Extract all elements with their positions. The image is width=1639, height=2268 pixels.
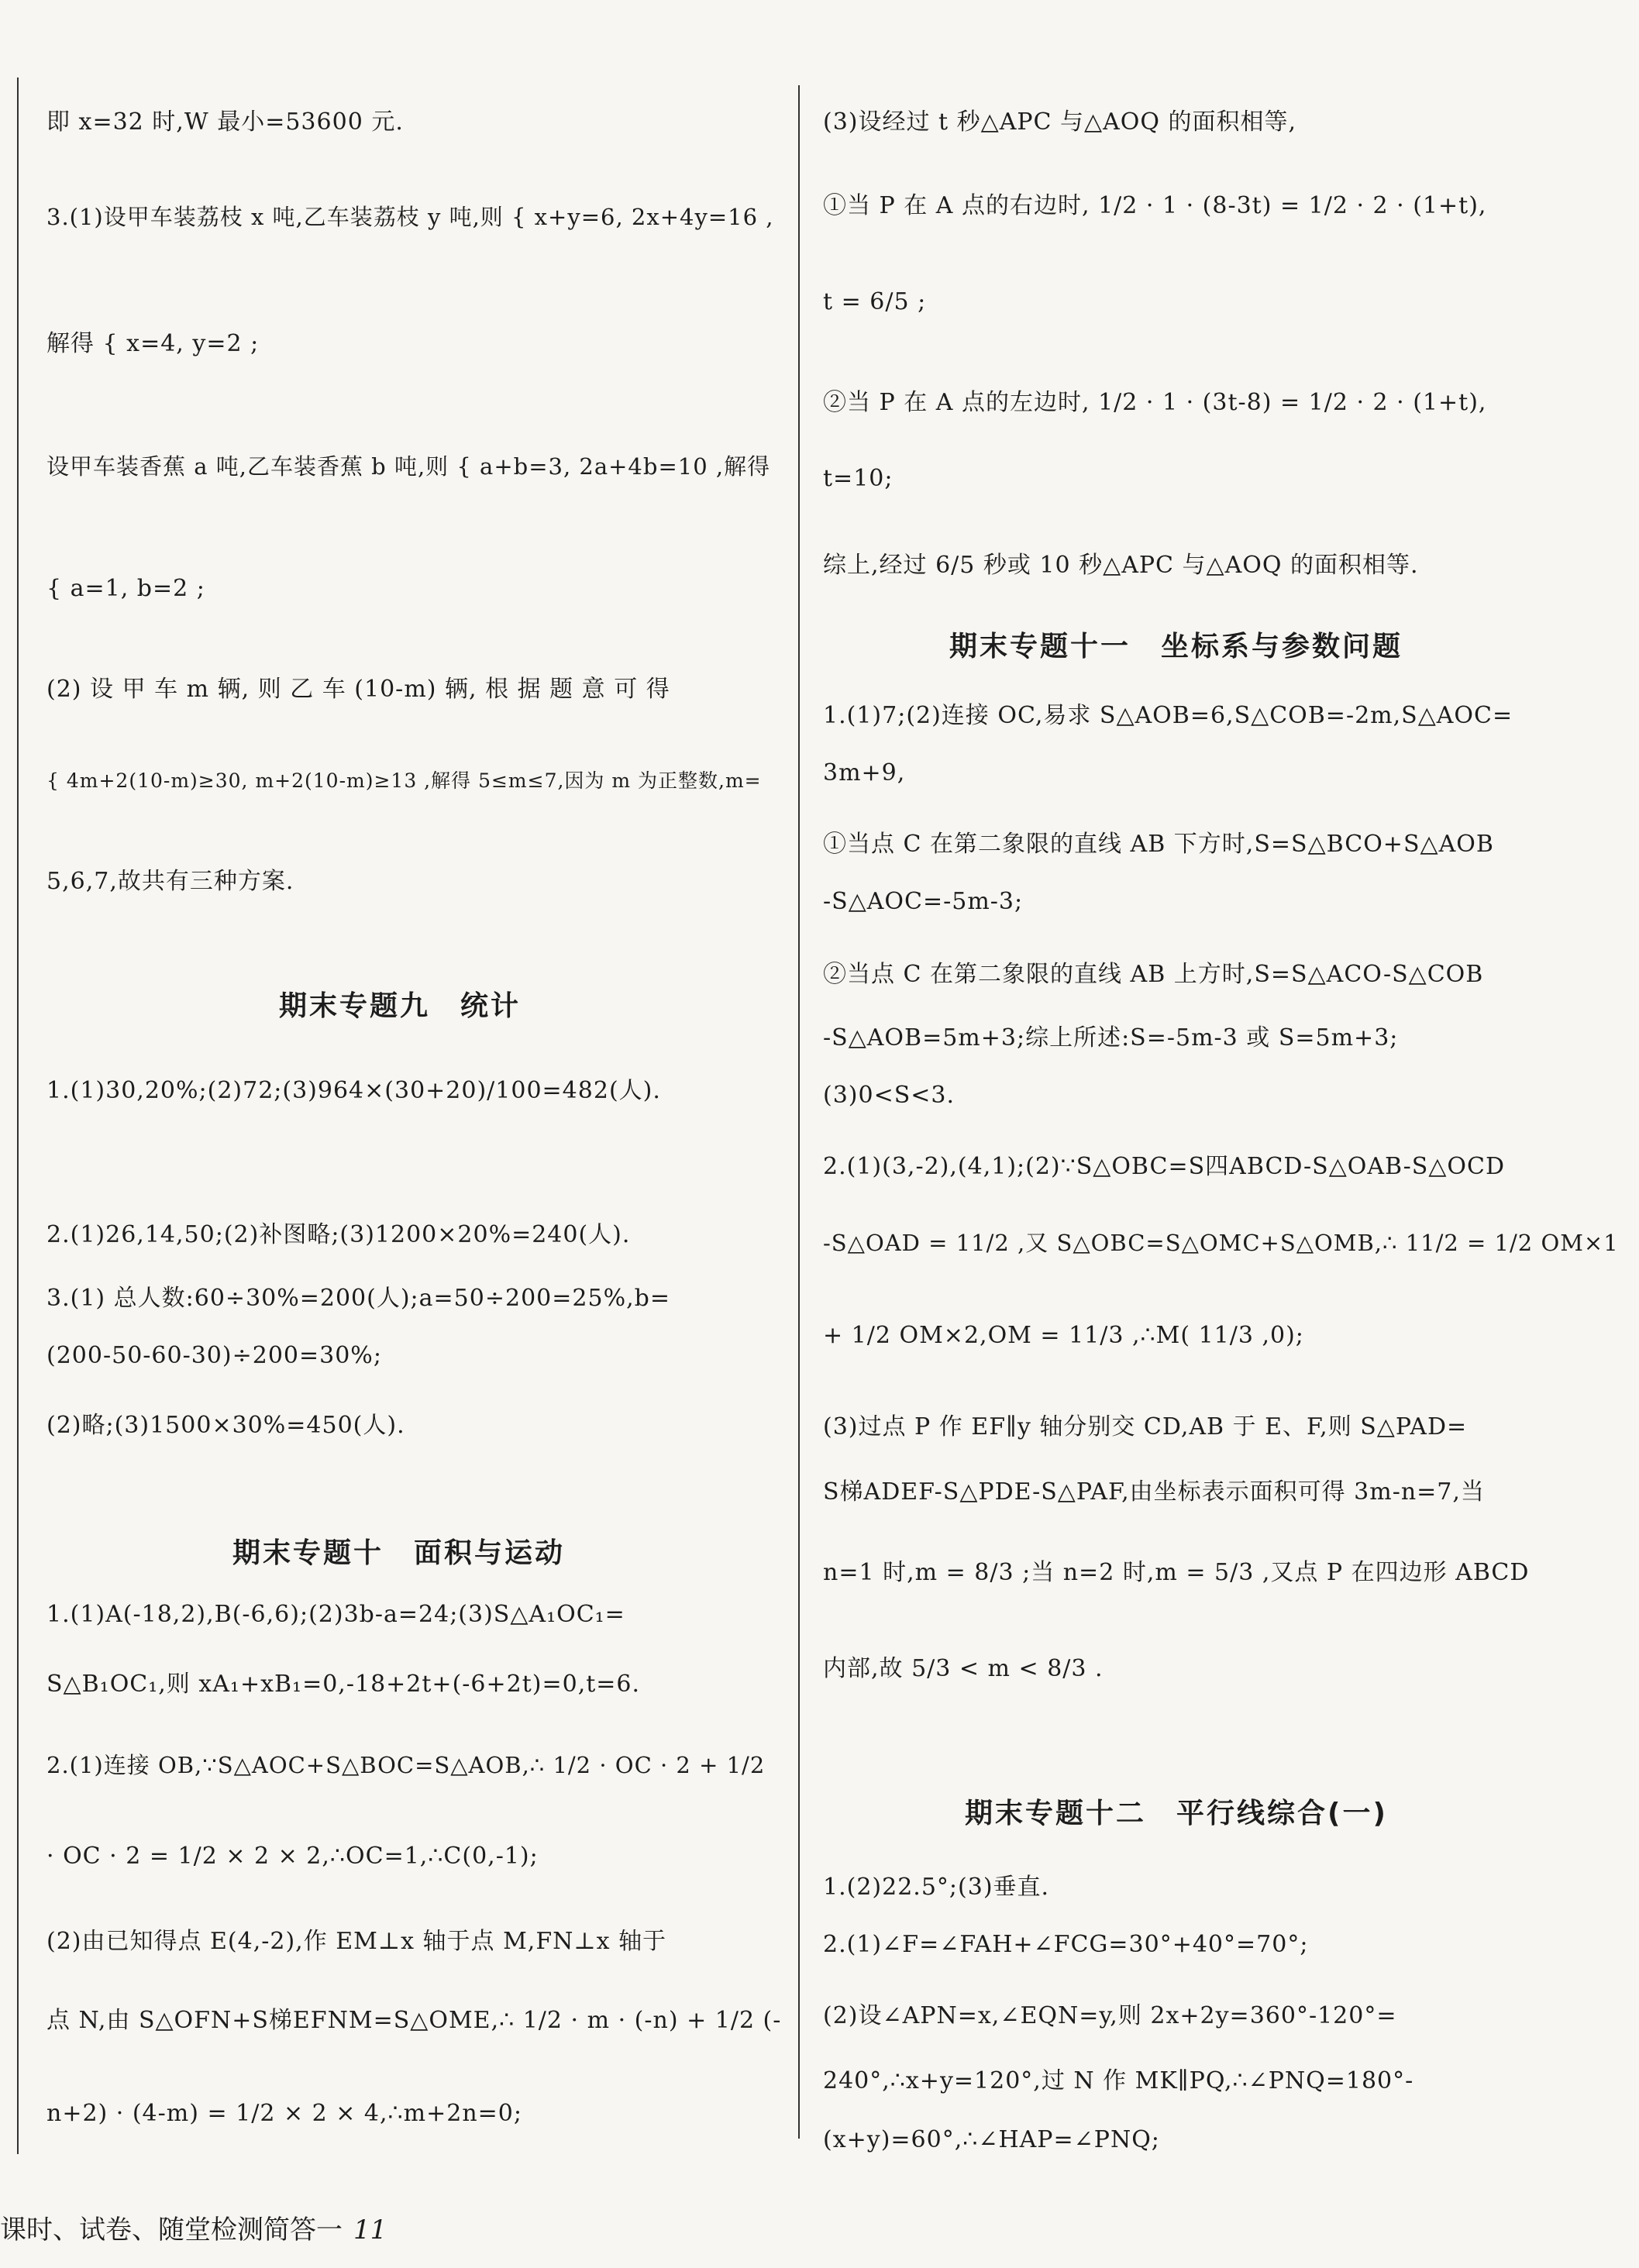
section-heading: 期末专题十一 坐标系与参数问题 [949,631,1403,663]
line: ②当 P 在 A 点的左边时, 1/2 · 1 · (3t-8) = 1/2 · 2 · (1+t), [823,389,1487,416]
line: 2.(1)∠F=∠FAH+∠FCG=30°+40°=70°; [823,1931,1309,1958]
page-number: 11 [353,2215,387,2246]
line: n+2) · (4-m) = 1/2 × 2 × 4,∴m+2n=0; [46,2100,522,2127]
line: -S△OAD = 11/2 ,又 S△OBC=S△OMC+S△OMB,∴ 11/2 = 1/2 OM×1 [823,1230,1619,1256]
line: t=10; [823,465,894,492]
line: (2)设∠APN=x,∠EQN=y,则 2x+2y=360°-120°= [823,2002,1397,2029]
line: ①当 P 在 A 点的右边时, 1/2 · 1 · (8-3t) = 1/2 · 2 · (1+t), [823,192,1487,219]
line: (3)过点 P 作 EF∥y 轴分别交 CD,AB 于 E、F,则 S△PAD= [823,1413,1468,1440]
line: -S△AOB=5m+3;综上所述:S=-5m-3 或 S=5m+3; [823,1024,1399,1051]
line: (2)略;(3)1500×30%=450(人). [46,1412,405,1439]
line: 内部,故 5/3 < m < 8/3 . [823,1655,1104,1682]
line: (2)由已知得点 E(4,-2),作 EM⊥x 轴于点 M,FN⊥x 轴于 [46,1928,667,1955]
section-heading: 期末专题九 统计 [279,990,522,1022]
line: 解得 { x=4, y=2 ; [46,330,260,357]
line: ②当点 C 在第二象限的直线 AB 上方时,S=S△ACO-S△COB [823,961,1484,988]
line: t = 6/5 ; [823,288,927,315]
section-heading: 期末专题十 面积与运动 [232,1537,566,1569]
line: 2.(1)连接 OB,∵S△AOC+S△BOC=S△AOB,∴ 1/2 · OC · 2 + 1/2 [46,1752,766,1778]
line: S△B₁OC₁,则 xA₁+xB₁=0,-18+2t+(-6+2t)=0,t=6. [46,1671,641,1698]
line: 综上,经过 6/5 秒或 10 秒△APC 与△AOQ 的面积相等. [823,552,1419,579]
line: -S△AOC=-5m-3; [823,888,1024,915]
line: 5,6,7,故共有三种方案. [46,868,294,895]
line: 3m+9, [823,759,906,786]
line: 1.(2)22.5°;(3)垂直. [823,1874,1050,1901]
line: 2.(1)26,14,50;(2)补图略;(3)1200×20%=240(人). [46,1221,631,1248]
line: (200-50-60-30)÷200=30%; [46,1342,382,1369]
line: (3)设经过 t 秒△APC 与△AOQ 的面积相等, [823,108,1297,136]
line: S梯ADEF-S△PDE-S△PAF,由坐标表示面积可得 3m-n=7,当 [823,1478,1485,1506]
line: + 1/2 OM×2,OM = 11/3 ,∴M( 11/3 ,0); [823,1322,1304,1349]
line: { 4m+2(10-m)≥30, m+2(10-m)≥13 ,解得 5≤m≤7,因为 m 为正整数,m= [46,769,762,792]
line: (x+y)=60°,∴∠HAP=∠PNQ; [823,2126,1160,2153]
line: 3.(1)设甲车装荔枝 x 吨,乙车装荔枝 y 吨,则 { x+y=6, 2x+4y=16 , [46,204,774,230]
line: 设甲车装香蕉 a 吨,乙车装香蕉 b 吨,则 { a+b=3, 2a+4b=10 ,解得 [46,453,771,480]
line: n=1 时,m = 8/3 ;当 n=2 时,m = 5/3 ,又点 P 在四边形 ABCD [823,1559,1530,1586]
line: (2) 设 甲 车 m 辆, 则 乙 车 (10-m) 辆, 根 据 题 意 可 得 [46,676,670,703]
line: 点 N,由 S△OFN+S梯EFNM=S△OME,∴ 1/2 · m · (-n) + 1/2 (- [46,2007,782,2034]
left-margin-rule [17,77,19,2154]
page-footer [0,2208,387,2246]
line: · OC · 2 = 1/2 × 2 × 2,∴OC=1,∴C(0,-1); [46,1843,539,1870]
line: 2.(1)(3,-2),(4,1);(2)∵S△OBC=S四ABCD-S△OAB-S△OCD [823,1153,1505,1180]
line: 1.(1)A(-18,2),B(-6,6);(2)3b-a=24;(3)S△A₁OC₁= [46,1601,625,1628]
footer-label: 课时、试卷、随堂检测简答一 [0,2215,343,2246]
section-heading: 期末专题十二 平行线综合(一) [965,1798,1388,1829]
line: (3)0<S<3. [823,1082,956,1109]
column-divider [798,85,800,2139]
line: 3.(1) 总人数:60÷30%=200(人);a=50÷200=25%,b= [46,1285,670,1312]
line: { a=1, b=2 ; [46,575,205,602]
line: 1.(1)7;(2)连接 OC,易求 S△AOB=6,S△COB=-2m,S△AOC= [823,702,1513,729]
line: 即 x=32 时,W 最小=53600 元. [46,108,404,136]
line: 240°,∴x+y=120°,过 N 作 MK∥PQ,∴∠PNQ=180°- [823,2067,1414,2094]
line: ①当点 C 在第二象限的直线 AB 下方时,S=S△BCO+S△AOB [823,831,1494,858]
line: 1.(1)30,20%;(2)72;(3)964×(30+20)/100=482(人). [46,1077,661,1104]
